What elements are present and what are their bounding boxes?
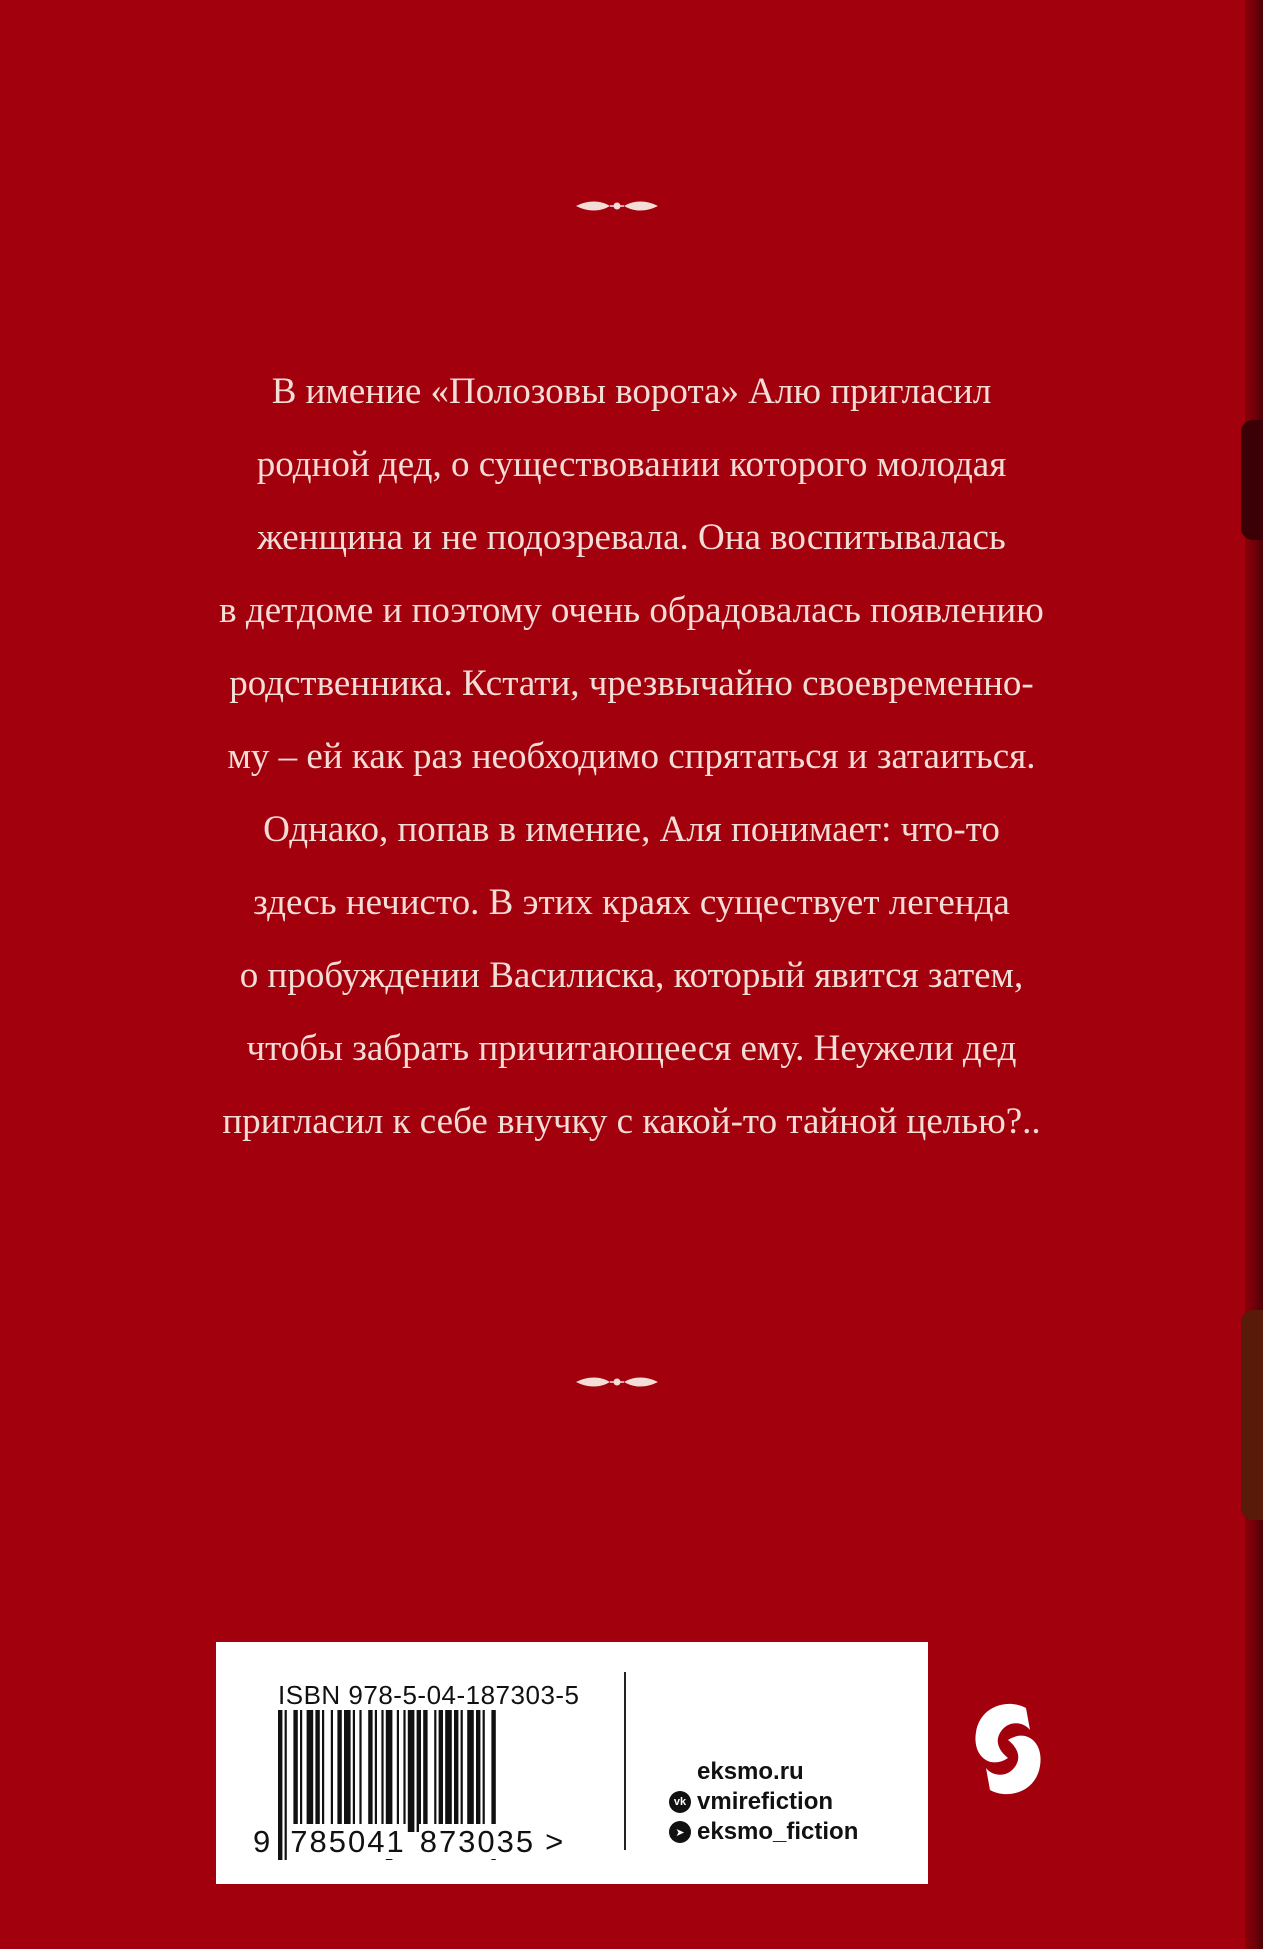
barcode-bar bbox=[293, 1710, 297, 1832]
barcode-bar bbox=[445, 1710, 452, 1832]
annotation-line: Однако, попав в имение, Аля понимает: что-то bbox=[263, 809, 1000, 850]
barcode-digits-group2: 873035 bbox=[419, 1824, 536, 1859]
barcode-bar bbox=[337, 1710, 341, 1832]
telegram-link[interactable] bbox=[669, 1817, 858, 1847]
annotation-line: му – ей как раз необходимо спрятаться и затаиться. bbox=[227, 736, 1036, 777]
annotation-line: родной дед, о существовании которого молодая bbox=[256, 444, 1007, 485]
social-links bbox=[669, 1757, 858, 1847]
annotation-line: женщина и не подозревала. Она воспитывалась bbox=[257, 517, 1006, 558]
barcode-panel bbox=[216, 1642, 928, 1884]
barcode-bar bbox=[476, 1710, 480, 1832]
barcode-digit-first: 9 bbox=[253, 1824, 273, 1859]
barcode-bar bbox=[300, 1710, 302, 1832]
annotation-line: в детдоме и поэтому очень обрадовалась появлению bbox=[219, 590, 1044, 631]
barcode-bar bbox=[423, 1710, 427, 1832]
barcode-bar bbox=[344, 1710, 351, 1832]
barcode-bar bbox=[322, 1710, 324, 1832]
annotation-line: о пробуждении Василиска, который явится затем, bbox=[239, 955, 1024, 996]
annotation-line: пригласил к себе внучку с какой-то тайной целью?.. bbox=[222, 1101, 1041, 1142]
barcode-bar bbox=[467, 1710, 474, 1832]
barcode-bar bbox=[359, 1710, 361, 1832]
edge-decoration bbox=[1245, 0, 1263, 1949]
barcode-bar bbox=[408, 1710, 415, 1832]
telegram-icon: ➤ bbox=[669, 1821, 691, 1843]
vk-icon: vk bbox=[669, 1791, 691, 1813]
vk-label: vmirefiction bbox=[697, 1788, 834, 1815]
barcode-digits-group1: 785041 bbox=[290, 1824, 406, 1859]
isbn-label: ISBN 978-5-04-187303-5 bbox=[278, 1680, 580, 1710]
barcode-bar bbox=[331, 1710, 333, 1832]
barcode-bar bbox=[434, 1710, 436, 1832]
ornament-divider-icon bbox=[574, 198, 660, 214]
barcode-bar bbox=[403, 1710, 405, 1832]
annotation-text bbox=[120, 355, 1143, 1158]
barcode-bar bbox=[353, 1710, 355, 1832]
annotation-line: здесь нечисто. В этих краях существует легенда bbox=[253, 882, 1010, 923]
website-link[interactable] bbox=[669, 1757, 858, 1787]
barcode-bar bbox=[439, 1710, 443, 1832]
barcode-bar bbox=[417, 1710, 421, 1832]
barcode-bar bbox=[454, 1710, 458, 1832]
panel-divider bbox=[624, 1672, 626, 1850]
barcode-digits-end: > bbox=[545, 1824, 566, 1859]
ornament-divider-icon bbox=[574, 1374, 660, 1390]
annotation-line: В имение «Полозовы ворота» Алю пригласил bbox=[271, 371, 992, 412]
barcode-bar bbox=[307, 1710, 314, 1832]
barcode-digits bbox=[252, 1824, 632, 1860]
telegram-label: eksmo_fiction bbox=[697, 1818, 859, 1845]
website-label: eksmo.ru bbox=[697, 1758, 804, 1785]
annotation-line: родственника. Кстати, чрезвычайно своевременно- bbox=[229, 663, 1034, 704]
eksmo-logo-icon bbox=[968, 1694, 1046, 1804]
annotation-line: чтобы забрать причитающееся ему. Неужели дед bbox=[246, 1028, 1017, 1069]
barcode-bar bbox=[381, 1710, 383, 1832]
vk-link[interactable] bbox=[669, 1787, 858, 1817]
edge-decoration-blot bbox=[1241, 1310, 1263, 1520]
barcode-bar bbox=[461, 1710, 463, 1832]
barcode-bar bbox=[397, 1710, 399, 1832]
barcode-bar bbox=[375, 1710, 377, 1832]
barcode-bar bbox=[368, 1710, 372, 1832]
barcode-bar bbox=[483, 1710, 485, 1832]
edge-decoration-blot bbox=[1241, 420, 1263, 540]
barcode-bar bbox=[315, 1710, 319, 1832]
